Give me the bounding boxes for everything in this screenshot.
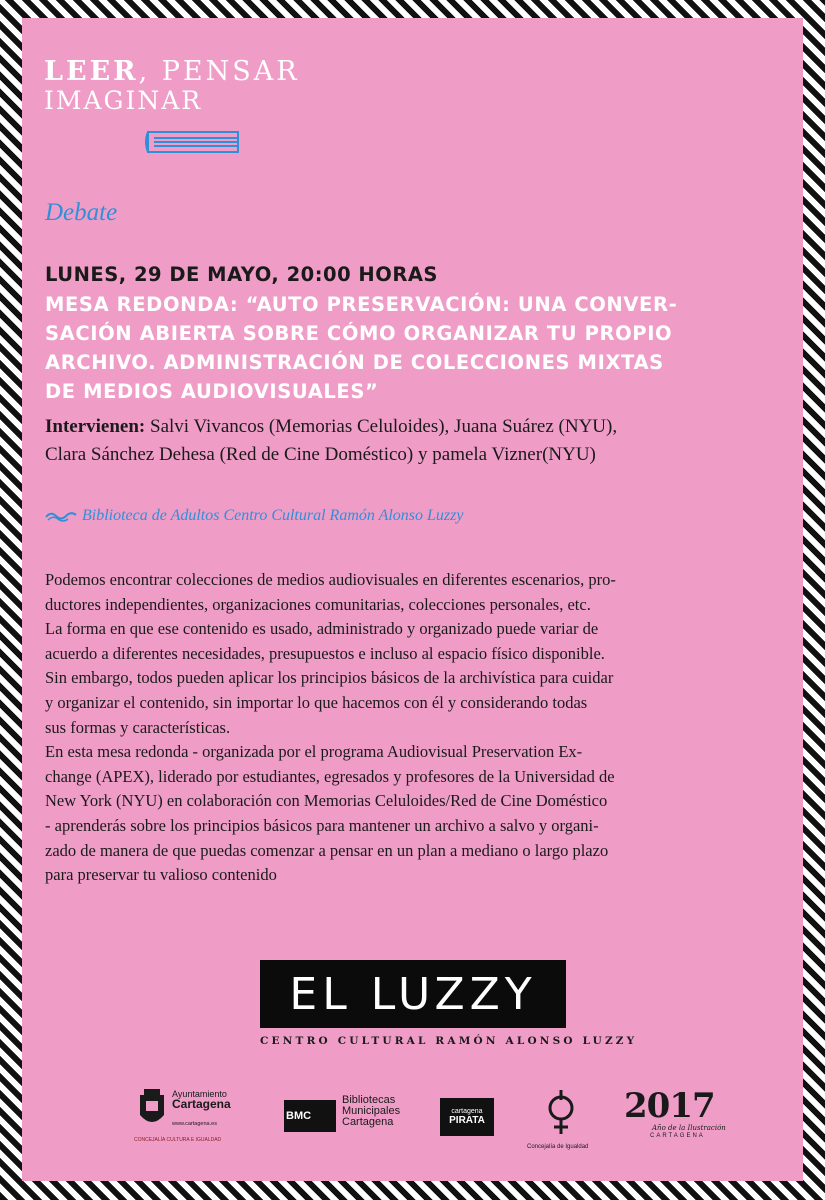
description-line: En esta mesa redonda - organizada por el programa Audiovisual Preservation Ex- [45, 742, 583, 762]
brand-subtitle: IMAGINAR [44, 86, 203, 115]
description-line: Sin embargo, todos pueden aplicar los principios básicos de la archivística para cuidar [45, 668, 614, 688]
book-icon [144, 129, 242, 155]
description-line: acuerdo a diferentes necesidades, presupuestos e incluso al espacio físico disponible. [45, 643, 605, 663]
igualdad-label: Concejalía de Igualdad [527, 1144, 589, 1150]
logo-subtitle: CENTRO CULTURAL RAMÓN ALONSO LUZZY [260, 1035, 638, 1047]
coat-of-arms-icon [134, 1087, 170, 1131]
title-line: ARCHIVO. ADMINISTRACIÓN DE COLECCIONES MIXTAS [45, 351, 664, 374]
title-line: SACIÓN ABIERTA SOBRE CÓMO ORGANIZAR TU PROPIO [45, 322, 673, 345]
description-line: change (APEX), liderado por estudiantes, egresados y profesores de la Universidad de [45, 766, 615, 786]
ayto-url: www.cartagena.es [172, 1121, 217, 1127]
poster-panel [22, 18, 803, 1181]
bmc-line3: Cartagena [342, 1116, 394, 1128]
pirata-main: PIRATA [449, 1115, 485, 1126]
event-title [45, 290, 780, 406]
event-date: LUNES, 29 DE MAYO, 20:00 HORAS [45, 263, 438, 286]
description-line: New York (NYU) en colaboración con Memorias Celuloides/Red de Cine Doméstico [45, 791, 608, 811]
description-line: zado de manera de que puedas comenzar a pensar en un plan a mediano o largo plazo [45, 840, 609, 860]
venue-text: Biblioteca de Adultos Centro Cultural Ramón Alonso Luzzy [82, 507, 464, 524]
speakers-names: Clara Sánchez Dehesa (Red de Cine Doméstico) y pamela Vizner(NYU) [45, 444, 596, 465]
speakers-label: Intervienen: [45, 416, 146, 437]
logo-name: EL LUZZY [289, 968, 537, 1020]
description-line: y organizar el contenido, sin importar lo que hacemos con él y considerando todas [45, 692, 588, 712]
section-label: Debate [45, 199, 118, 226]
title-line: MESA REDONDA: “AUTO PRESERVACIÓN: UNA CONVER- [45, 293, 678, 316]
equality-symbol-icon [537, 1090, 585, 1140]
year-script: Año de la Ilustración [652, 1124, 726, 1132]
description-line: Podemos encontrar colecciones de medios audiovisuales en diferentes escenarios, pro- [45, 570, 616, 589]
el-luzzy-logo [260, 960, 566, 1028]
ayto-line2: Cartagena [172, 1097, 231, 1111]
wave-icon [45, 510, 77, 522]
ayto-dept: CONCEJALÍA CULTURA E IGUALDAD [134, 1137, 222, 1143]
venue [45, 507, 463, 525]
description-line: ductores independientes, organizaciones comunitarias, colecciones personales, etc. [45, 594, 591, 614]
brand-title: LEER, PENSAR [44, 56, 300, 87]
title-line: DE MEDIOS AUDIOVISUALES” [45, 380, 379, 403]
bmc-line2: Municipales [342, 1105, 401, 1117]
description-line: sus formas y características. [45, 717, 231, 737]
year-city: CARTAGENA [650, 1133, 705, 1139]
year-number: 2017 [624, 1086, 715, 1126]
speakers-names: Salvi Vivancos (Memorias Celuloides), Juana Suárez (NYU), [145, 416, 618, 437]
bmc-box: BMC [284, 1100, 336, 1132]
speakers [45, 413, 790, 469]
pirata-top: cartagena [451, 1108, 483, 1115]
description-line: La forma en que ese contenido es usado, administrado y organizado puede variar de [45, 619, 599, 639]
description [45, 568, 785, 888]
ayto-line1: Ayuntamiento [172, 1089, 227, 1099]
description-line: - aprenderás sobre los principios básicos para mantener un archivo a salvo y organi- [45, 815, 599, 835]
description-line: para preservar tu valioso contenido [45, 865, 277, 885]
bmc-line1: Bibliotecas [342, 1094, 396, 1106]
